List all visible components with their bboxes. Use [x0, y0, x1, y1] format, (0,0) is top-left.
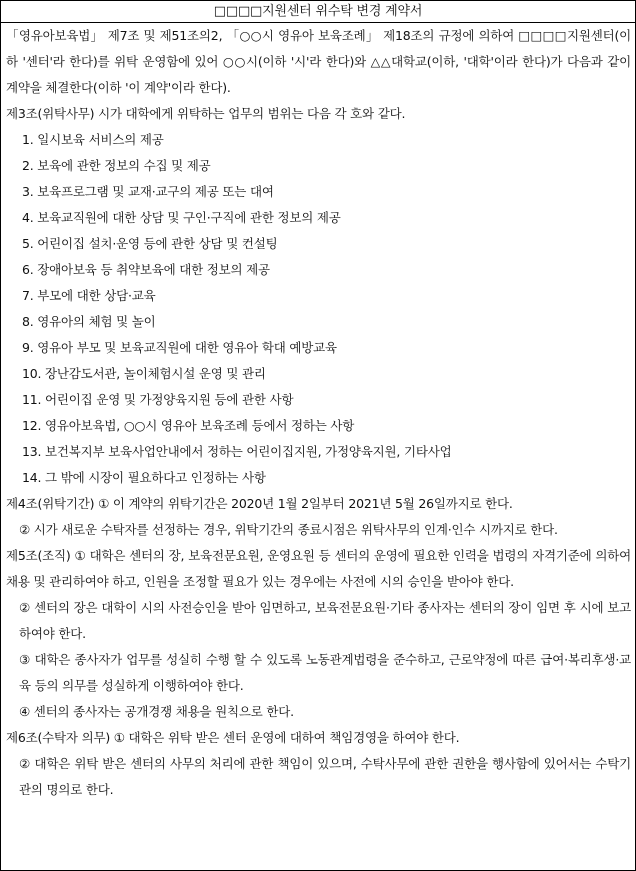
list-item: 13. 보건복지부 보육사업안내에서 정하는 어린이집지원, 가정양육지원, 기타사업 [22, 444, 452, 459]
document-title: □□□□지원센터 위수탁 변경 계약서 [1, 1, 635, 23]
list-item: 9. 영유아 부모 및 보육교직원에 대한 영유아 학대 예방교육 [22, 340, 337, 355]
article-4-paragraph-1: 제4조(위탁기간) ① 이 계약의 위탁기간은 2020년 1월 2일부터 2021년 5월 26일까지로 한다. [6, 496, 513, 511]
list-item: 2. 보육에 관한 정보의 수집 및 제공 [22, 158, 211, 173]
article-6-paragraph-2: ② 대학은 위탁 받은 센터의 사무의 처리에 관한 책임이 있으며, 수탁사무에 관한 권한을 행사함에 있어서는 수탁기관의 명의로 한다. [19, 756, 631, 797]
list-item: 6. 장애아보육 등 취약보육에 대한 정보의 제공 [22, 262, 270, 277]
article-5-paragraph-4: ④ 센터의 종사자는 공개경쟁 채용을 원칙으로 한다. [19, 704, 294, 719]
document-body [1, 23, 635, 803]
list-item: 8. 영유아의 체험 및 놀이 [22, 314, 156, 329]
article-4-paragraph-2: ② 시가 새로운 수탁자를 선정하는 경우, 위탁기간의 종료시점은 위탁사무의 인계·인수 시까지로 한다. [19, 522, 558, 537]
list-item: 14. 그 밖에 시장이 필요하다고 인정하는 사항 [22, 470, 266, 485]
article-3-intro: 제3조(위탁사무) 시가 대학에게 위탁하는 업무의 범위는 다음 각 호와 같다. [6, 106, 406, 121]
list-item: 3. 보육프로그램 및 교재·교구의 제공 또는 대여 [22, 184, 274, 199]
preamble-paragraph: 「영유아보육법」 제7조 및 제51조의2, 「○○시 영유아 보육조례」 제18조의 규정에 의하여 □□□□지원센터(이하 '센터'라 한다)를 위탁 운영함에 있어 ○○시(이하 '시'라 한다)와 △△대학교(이하, '대학'이라 한다)가 다음과 같이 계약을 체결한다(이하 '이 계약'이라 한다). [6, 28, 631, 95]
list-item: 12. 영유아보육법, ○○시 영유아 보육조례 등에서 정하는 사항 [22, 418, 355, 433]
list-item: 1. 일시보육 서비스의 제공 [22, 132, 164, 147]
article-5-paragraph-2: ② 센터의 장은 대학이 시의 사전승인을 받아 임면하고, 보육전문요원·기타 종사자는 센터의 장이 임면 후 시에 보고하여야 한다. [19, 600, 631, 641]
list-item: 4. 보육교직원에 대한 상담 및 구인·구직에 관한 정보의 제공 [22, 210, 341, 225]
list-item: 11. 어린이집 운영 및 가정양육지원 등에 관한 사항 [22, 392, 294, 407]
list-item: 10. 장난감도서관, 놀이체험시설 운영 및 관리 [22, 366, 266, 381]
list-item: 5. 어린이집 설치·운영 등에 관한 상담 및 컨설팅 [22, 236, 278, 251]
list-item: 7. 부모에 대한 상담·교육 [22, 288, 156, 303]
article-5-paragraph-1: 제5조(조직) ① 대학은 센터의 장, 보육전문요원, 운영요원 등 센터의 운영에 필요한 인력을 법령의 자격기준에 의하여 채용 및 관리하여야 하고, 인원을 조정할 필요가 있는 경우에는 사전에 시의 승인을 받아야 한다. [6, 548, 631, 589]
article-5-paragraph-3: ③ 대학은 종사자가 업무를 성실히 수행 할 수 있도록 노동관계법령을 준수하고, 근로약정에 따른 급여·복리후생·교육 등의 의무를 성실하게 이행하여야 한다. [19, 652, 631, 693]
article-3-item-list [6, 127, 631, 491]
article-6-paragraph-1: 제6조(수탁자 의무) ① 대학은 위탁 받은 센터 운영에 대하여 책임경영을 하여야 한다. [6, 730, 460, 745]
